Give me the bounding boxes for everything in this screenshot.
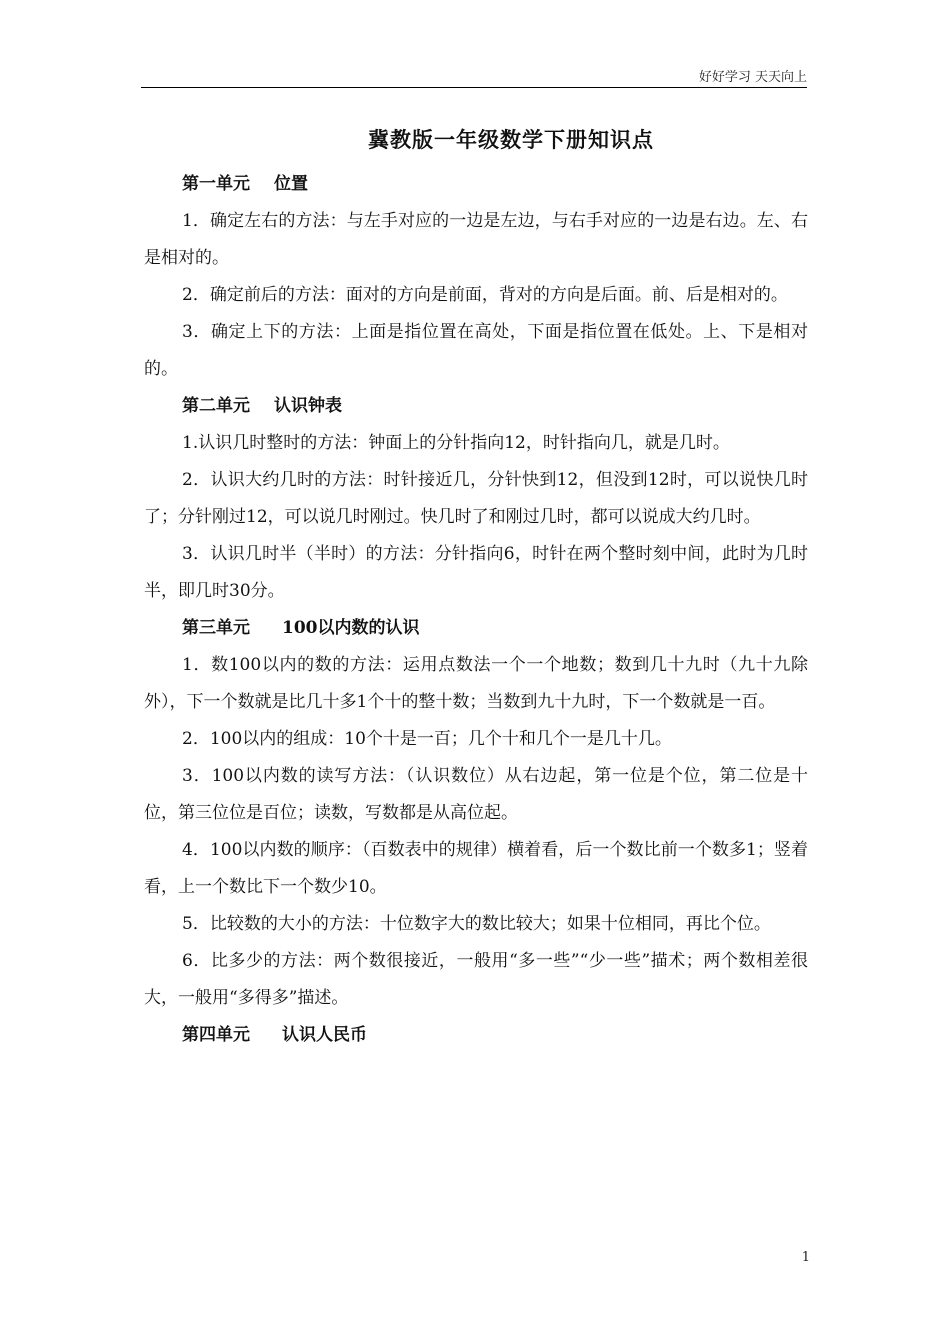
document-title: 冀教版一年级数学下册知识点: [368, 127, 654, 152]
section-heading: [144, 610, 808, 647]
unit-label: 第三单元: [182, 618, 250, 638]
knowledge-item: 2．认识大约几时的方法：时针接近几，分针快到12，但没到12时，可以说快几时了；分针刚过12，可以说几时刚过。快几时了和刚过几时，都可以说成大约几时。: [144, 470, 808, 527]
knowledge-item: 3．确定上下的方法：上面是指位置在高处，下面是指位置在低处。上、下是相对的。: [144, 322, 808, 379]
unit-label: 第四单元: [182, 1025, 250, 1045]
unit-name: 认识钟表: [274, 396, 342, 416]
unit-name: 100以内数的认识: [282, 618, 420, 638]
unit-label: 第二单元: [182, 396, 250, 416]
knowledge-item: 2．100以内的组成：10个十是一百；几个十和几个一是几十几。: [182, 729, 672, 749]
document-body: [144, 166, 808, 1054]
page-number: 1: [801, 1250, 810, 1265]
unit-label: 第一单元: [182, 174, 250, 194]
section-heading: [144, 388, 808, 425]
unit-name: 位置: [274, 174, 308, 194]
knowledge-item: 3．100以内数的读写方法：（认识数位）从右边起，第一位是个位，第二位是十位，第三位位是百位；读数，写数都是从高位起。: [144, 766, 808, 823]
section-heading: [144, 1017, 808, 1054]
header-rule: [141, 87, 807, 88]
unit-name: 认识人民币: [282, 1025, 367, 1045]
knowledge-item: 2．确定前后的方法：面对的方向是前面，背对的方向是后面。前、后是相对的。: [182, 285, 788, 305]
knowledge-item: 4．100以内数的顺序：（百数表中的规律）横着看，后一个数比前一个数多1；竖着看，上一个数比下一个数少10。: [144, 840, 808, 897]
knowledge-item: 1．数100以内的数的方法：运用点数法一个一个地数；数到几十九时（九十九除外），下一个数就是比几十多1个十的整十数；当数到九十九时，下一个数就是一百。: [144, 655, 808, 712]
page-header: 好好学习 天天向上: [698, 70, 807, 85]
knowledge-item: 6．比多少的方法：两个数很接近，一般用“多一些”“少一些”描术；两个数相差很大，一般用“多得多”描述。: [144, 951, 808, 1008]
knowledge-item: 1．确定左右的方法：与左手对应的一边是左边，与右手对应的一边是右边。左、右是相对的。: [144, 211, 808, 268]
section-heading: [144, 166, 808, 203]
knowledge-item: 5．比较数的大小的方法：十位数字大的数比较大；如果十位相同，再比个位。: [182, 914, 771, 934]
knowledge-item: 3．认识几时半（半时）的方法：分针指向6，时针在两个整时刻中间，此时为几时半，即几时30分。: [144, 544, 808, 601]
knowledge-item: 1.认识几时整时的方法：钟面上的分针指向12，时针指向几，就是几时。: [182, 433, 730, 453]
